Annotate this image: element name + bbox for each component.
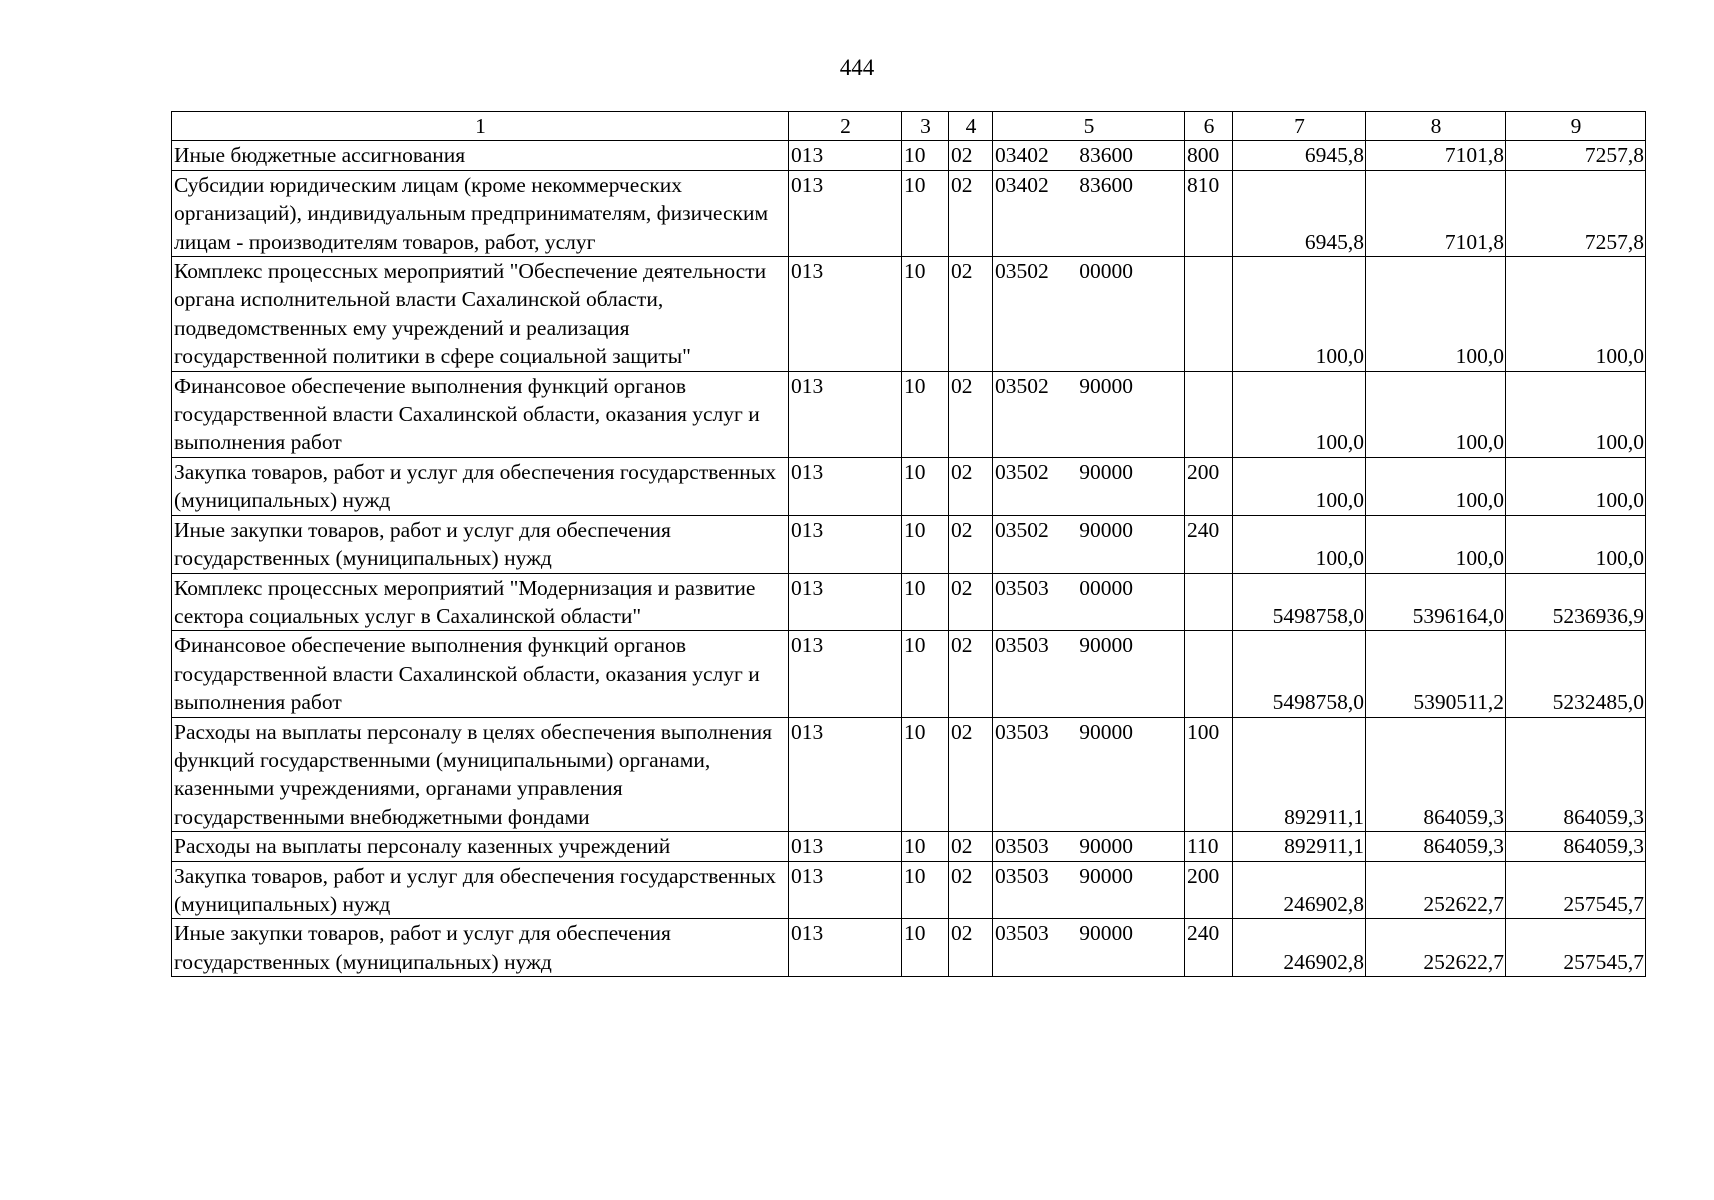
amount-col8-cell: 100,0 [1366,257,1506,372]
section-code-cell: 10 [902,717,949,832]
target-article-direction-code: 90000 [1079,921,1133,946]
expense-type-cell: 200 [1185,457,1233,515]
header-row [172,112,1646,141]
target-article-cell [993,257,1185,372]
table-row [172,832,1646,861]
kvsr-code-cell: 013 [789,371,902,457]
table-row [172,457,1646,515]
target-article-program-code: 03503 [995,575,1049,600]
amount-col9-cell: 5232485,0 [1506,631,1646,717]
table-row [172,515,1646,573]
target-article-cell [993,457,1185,515]
table-row [172,170,1646,256]
header-cell: 8 [1366,112,1506,141]
target-article-cell [993,832,1185,861]
target-article-cell [993,717,1185,832]
row-name-cell: Финансовое обеспечение выполнения функций органов государственной власти Сахалинской области, оказания услуг и выполнения работ [172,371,789,457]
header-cell: 6 [1185,112,1233,141]
kvsr-code-cell: 013 [789,515,902,573]
amount-col7-cell: 246902,8 [1233,861,1366,919]
target-article-program-code: 03502 [995,259,1049,284]
amount-col7-cell: 100,0 [1233,457,1366,515]
target-article-program-code: 03502 [995,517,1049,542]
page-number: 444 [839,55,875,80]
target-article-direction-code: 90000 [1079,517,1133,542]
target-article-direction-code: 90000 [1079,719,1133,744]
amount-col9-cell: 7257,8 [1506,170,1646,256]
row-name-cell: Комплекс процессных мероприятий "Модернизация и развитие сектора социальных услуг в Сахалинской области" [172,573,789,631]
target-article-direction-code: 83600 [1079,143,1133,168]
target-article-direction-code: 00000 [1079,259,1133,284]
target-article-direction-code: 90000 [1079,373,1133,398]
section-code-cell: 10 [902,515,949,573]
section-code-cell: 10 [902,170,949,256]
section-code-cell: 10 [902,631,949,717]
subsection-code-cell: 02 [949,170,993,256]
target-article-cell [993,919,1185,977]
amount-col8-cell: 100,0 [1366,515,1506,573]
amount-col8-cell: 5390511,2 [1366,631,1506,717]
target-article-direction-code: 90000 [1079,459,1133,484]
amount-col9-cell: 7257,8 [1506,141,1646,170]
kvsr-code-cell: 013 [789,170,902,256]
table-row [172,919,1646,977]
amount-col9-cell: 864059,3 [1506,717,1646,832]
target-article-program-code: 03503 [995,834,1049,859]
row-name-cell: Иные закупки товаров, работ и услуг для обеспечения государственных (муниципальных) нужд [172,919,789,977]
target-article-cell [993,141,1185,170]
row-name-cell: Субсидии юридическим лицам (кроме некоммерческих организаций), индивидуальным предпринимателям, физическим лицам - производителям товаров, работ, услуг [172,170,789,256]
row-name-cell: Иные закупки товаров, работ и услуг для обеспечения государственных (муниципальных) нужд [172,515,789,573]
header-cell: 1 [172,112,789,141]
kvsr-code-cell: 013 [789,861,902,919]
table-row [172,257,1646,372]
amount-col9-cell: 5236936,9 [1506,573,1646,631]
expense-type-cell: 240 [1185,515,1233,573]
amount-col8-cell: 100,0 [1366,371,1506,457]
row-name-cell: Расходы на выплаты персоналу казенных учреждений [172,832,789,861]
subsection-code-cell: 02 [949,832,993,861]
subsection-code-cell: 02 [949,631,993,717]
budget-table [171,111,1646,977]
target-article-program-code: 03503 [995,863,1049,888]
target-article-cell [993,371,1185,457]
target-article-program-code: 03502 [995,459,1049,484]
amount-col8-cell: 5396164,0 [1366,573,1506,631]
target-article-cell [993,170,1185,256]
table-row [172,573,1646,631]
expense-type-cell: 800 [1185,141,1233,170]
header-cell: 7 [1233,112,1366,141]
target-article-program-code: 03402 [995,143,1049,168]
expense-type-cell [1185,257,1233,372]
expense-type-cell: 240 [1185,919,1233,977]
section-code-cell: 10 [902,257,949,372]
subsection-code-cell: 02 [949,861,993,919]
amount-col7-cell: 246902,8 [1233,919,1366,977]
amount-col8-cell: 252622,7 [1366,861,1506,919]
table-row [172,631,1646,717]
target-article-program-code: 03502 [995,373,1049,398]
subsection-code-cell: 02 [949,919,993,977]
kvsr-code-cell: 013 [789,919,902,977]
amount-col7-cell: 892911,1 [1233,717,1366,832]
amount-col9-cell: 257545,7 [1506,861,1646,919]
amount-col7-cell: 5498758,0 [1233,631,1366,717]
row-name-cell: Иные бюджетные ассигнования [172,141,789,170]
kvsr-code-cell: 013 [789,257,902,372]
section-code-cell: 10 [902,371,949,457]
header-cell: 3 [902,112,949,141]
amount-col8-cell: 100,0 [1366,457,1506,515]
target-article-cell [993,515,1185,573]
amount-col7-cell: 5498758,0 [1233,573,1366,631]
kvsr-code-cell: 013 [789,832,902,861]
subsection-code-cell: 02 [949,257,993,372]
expense-type-cell: 200 [1185,861,1233,919]
header-cell: 5 [993,112,1185,141]
amount-col7-cell: 6945,8 [1233,141,1366,170]
subsection-code-cell: 02 [949,371,993,457]
amount-col7-cell: 100,0 [1233,515,1366,573]
target-article-direction-code: 90000 [1079,863,1133,888]
section-code-cell: 10 [902,832,949,861]
target-article-program-code: 03402 [995,172,1049,197]
row-name-cell: Финансовое обеспечение выполнения функций органов государственной власти Сахалинской области, оказания услуг и выполнения работ [172,631,789,717]
table-row [172,717,1646,832]
amount-col9-cell: 100,0 [1506,457,1646,515]
target-article-program-code: 03503 [995,719,1049,744]
table-row [172,141,1646,170]
target-article-cell [993,573,1185,631]
kvsr-code-cell: 013 [789,717,902,832]
target-article-program-code: 03503 [995,921,1049,946]
kvsr-code-cell: 013 [789,141,902,170]
target-article-cell [993,861,1185,919]
kvsr-code-cell: 013 [789,457,902,515]
table-row [172,861,1646,919]
table-row [172,371,1646,457]
subsection-code-cell: 02 [949,717,993,832]
section-code-cell: 10 [902,141,949,170]
subsection-code-cell: 02 [949,141,993,170]
amount-col7-cell: 100,0 [1233,371,1366,457]
section-code-cell: 10 [902,573,949,631]
header-cell: 4 [949,112,993,141]
row-name-cell: Закупка товаров, работ и услуг для обеспечения государственных (муниципальных) нужд [172,861,789,919]
amount-col9-cell: 864059,3 [1506,832,1646,861]
amount-col7-cell: 100,0 [1233,257,1366,372]
target-article-direction-code: 00000 [1079,575,1133,600]
section-code-cell: 10 [902,919,949,977]
expense-type-cell: 110 [1185,832,1233,861]
amount-col9-cell: 100,0 [1506,371,1646,457]
subsection-code-cell: 02 [949,573,993,631]
target-article-cell [993,631,1185,717]
expense-type-cell: 100 [1185,717,1233,832]
target-article-program-code: 03503 [995,633,1049,658]
kvsr-code-cell: 013 [789,573,902,631]
target-article-direction-code: 83600 [1079,172,1133,197]
row-name-cell: Расходы на выплаты персоналу в целях обеспечения выполнения функций государственными (муниципальными) органами, казенными учреждениями, органами управления государственными внебюджетными фондами [172,717,789,832]
amount-col7-cell: 892911,1 [1233,832,1366,861]
section-code-cell: 10 [902,457,949,515]
expense-type-cell [1185,573,1233,631]
expense-type-cell: 810 [1185,170,1233,256]
row-name-cell: Закупка товаров, работ и услуг для обеспечения государственных (муниципальных) нужд [172,457,789,515]
amount-col9-cell: 257545,7 [1506,919,1646,977]
amount-col8-cell: 864059,3 [1366,717,1506,832]
header-cell: 2 [789,112,902,141]
amount-col7-cell: 6945,8 [1233,170,1366,256]
amount-col9-cell: 100,0 [1506,257,1646,372]
amount-col8-cell: 864059,3 [1366,832,1506,861]
amount-col8-cell: 7101,8 [1366,141,1506,170]
subsection-code-cell: 02 [949,515,993,573]
row-name-cell: Комплекс процессных мероприятий "Обеспечение деятельности органа исполнительной власти Сахалинской области, подведомственных ему учреждений и реализация государственной политики в сфере социальной защиты" [172,257,789,372]
section-code-cell: 10 [902,861,949,919]
amount-col8-cell: 7101,8 [1366,170,1506,256]
amount-col8-cell: 252622,7 [1366,919,1506,977]
header-cell: 9 [1506,112,1646,141]
target-article-direction-code: 90000 [1079,834,1133,859]
expense-type-cell [1185,371,1233,457]
subsection-code-cell: 02 [949,457,993,515]
expense-type-cell [1185,631,1233,717]
amount-col9-cell: 100,0 [1506,515,1646,573]
target-article-direction-code: 90000 [1079,633,1133,658]
kvsr-code-cell: 013 [789,631,902,717]
